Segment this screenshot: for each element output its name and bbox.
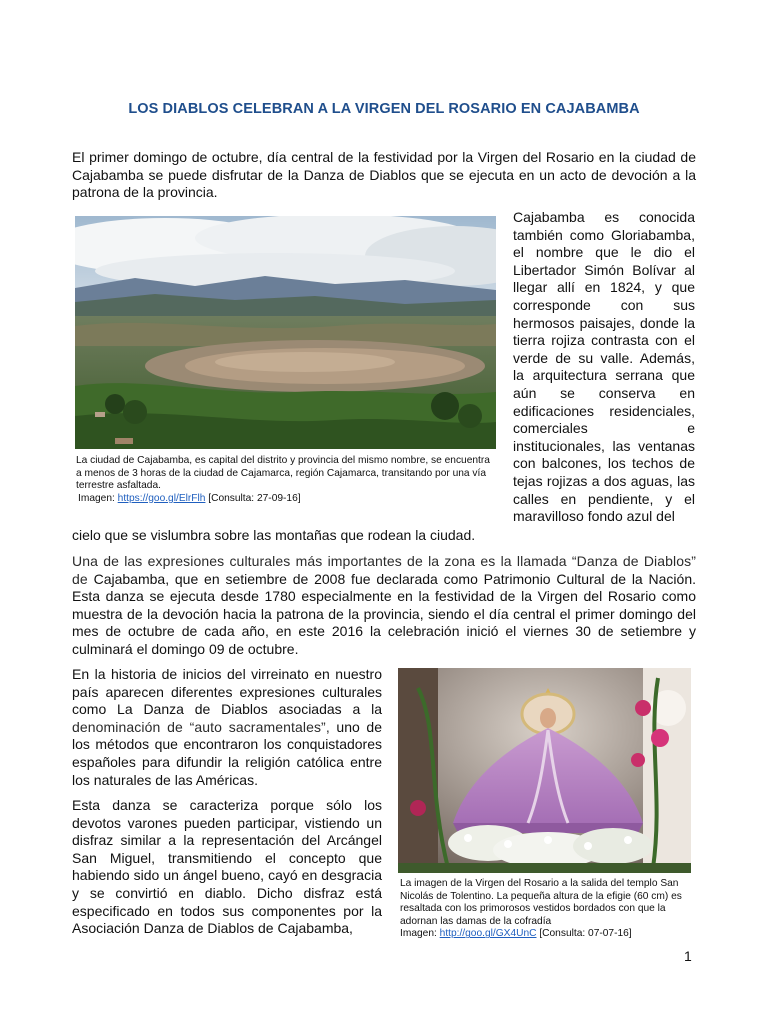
figure1-caption-text: La ciudad de Cajabamba, es capital del distrito y provincia del mismo nombre, se encuentra a menos de 3 horas de la ciudad de Cajamarca, región Cajamarca, transitando por una vía terrestre asfaltada. bbox=[76, 455, 490, 492]
figure1-credit bbox=[78, 493, 494, 506]
history-paragraph bbox=[72, 666, 382, 789]
page-number: 1 bbox=[684, 948, 692, 964]
history-paragraph-a: En la historia de inicios del virreinato en nuestro país aparecen diferentes expresiones culturales como La Danza de Diablos asociadas a la bbox=[72, 666, 382, 718]
figure1-link[interactable]: https://goo.gl/ElrFlh bbox=[117, 492, 206, 504]
virgen-del-rosario-photo bbox=[398, 668, 691, 873]
figure1-consulta: [Consulta: 27-09-16] bbox=[205, 492, 301, 504]
costume-paragraph: Esta danza se caracteriza porque sólo los devotos varones pueden participar, vistiendo un disfraz similar a la representación del Arcángel San Miguel, transmitiendo el concepto que habiendo sido un ángel bueno, cayó en desgracia y se convirtió en diablo. Dicho disfraz está especificado en todos sus componentes por la Asociación Danza de Diablos de Cajabamba, bbox=[72, 797, 382, 937]
danza-paragraph-body: Cajabamba, que en setiembre de 2008 fue declarada como Patrimonio Cultural de la Nación. Esta danza se ejecuta desde 1780 especialmente en la festividad de la Virgen del Rosario como muestra de la devoción hacia la patrona de la provincia, siendo el día central el primer domingo del mes de octubre de cada año, en este 2016 la celebración inició el viernes 30 de setiembre y culminará el domingo 09 de octubre. bbox=[72, 570, 697, 657]
figure2-caption-text: La imagen de la Virgen del Rosario a la salida del templo San Nicolás de Tolentino. La pequeña altura de la efigie (60 cm) es resaltada con los primorosos vestidos bordados con que la adornan las damas de la cofradía bbox=[400, 878, 682, 927]
cajabamba-valley-photo bbox=[75, 216, 496, 449]
figure1-image-prefix: Imagen: bbox=[78, 492, 118, 504]
figure2-consulta: [Consulta: 07-07-16] bbox=[536, 928, 632, 940]
figure2-image-prefix: Imagen: bbox=[400, 928, 440, 940]
figure2-caption bbox=[400, 878, 696, 941]
side-paragraph: Cajabamba es conocida también como Gloriabamba, el nombre que le dio el Libertador Simón Bolívar al llegar allí en 1824, y que corresponde con sus hermosos paisajes, donde la tierra rojiza contrasta con el verde de su valle. Además, la arquitectura serrana que aún se conserva en edificaciones residenciales, comerciales e institucionales, las ventanas con balcones, los techos de tejas rojizas a dos aguas, las calles en pendiente, y el maravilloso fondo azul del bbox=[513, 209, 695, 525]
side-paragraph-continuation: cielo que se vislumbra sobre las montañas que rodean la ciudad. bbox=[72, 527, 476, 543]
article-title: LOS DIABLOS CELEBRAN A LA VIRGEN DEL ROSARIO EN CAJABAMBA bbox=[128, 101, 640, 117]
intro-paragraph: El primer domingo de octubre, día central de la festividad por la Virgen del Rosario en la ciudad de Cajabamba se puede disfrutar de la Danza de Diablos que se ejecuta en un acto de devoción a la patrona de la provincia. bbox=[72, 149, 696, 201]
figure2-link[interactable]: http://goo.gl/GX4UnC bbox=[439, 928, 537, 940]
history-paragraph-b: denominación de “auto sacramentales”, bbox=[72, 718, 330, 735]
danza-paragraph-lead: Una de las expresiones culturales más importantes de la zona es la llamada “Danza de Diablos” de bbox=[72, 553, 696, 587]
figure1-caption bbox=[76, 455, 494, 505]
history-paragraph-c: uno de los métodos que encontraron los conquistadores españoles para difundir la religión católica entre los naturales de las Américas. bbox=[72, 718, 382, 788]
danza-paragraph bbox=[72, 553, 696, 659]
